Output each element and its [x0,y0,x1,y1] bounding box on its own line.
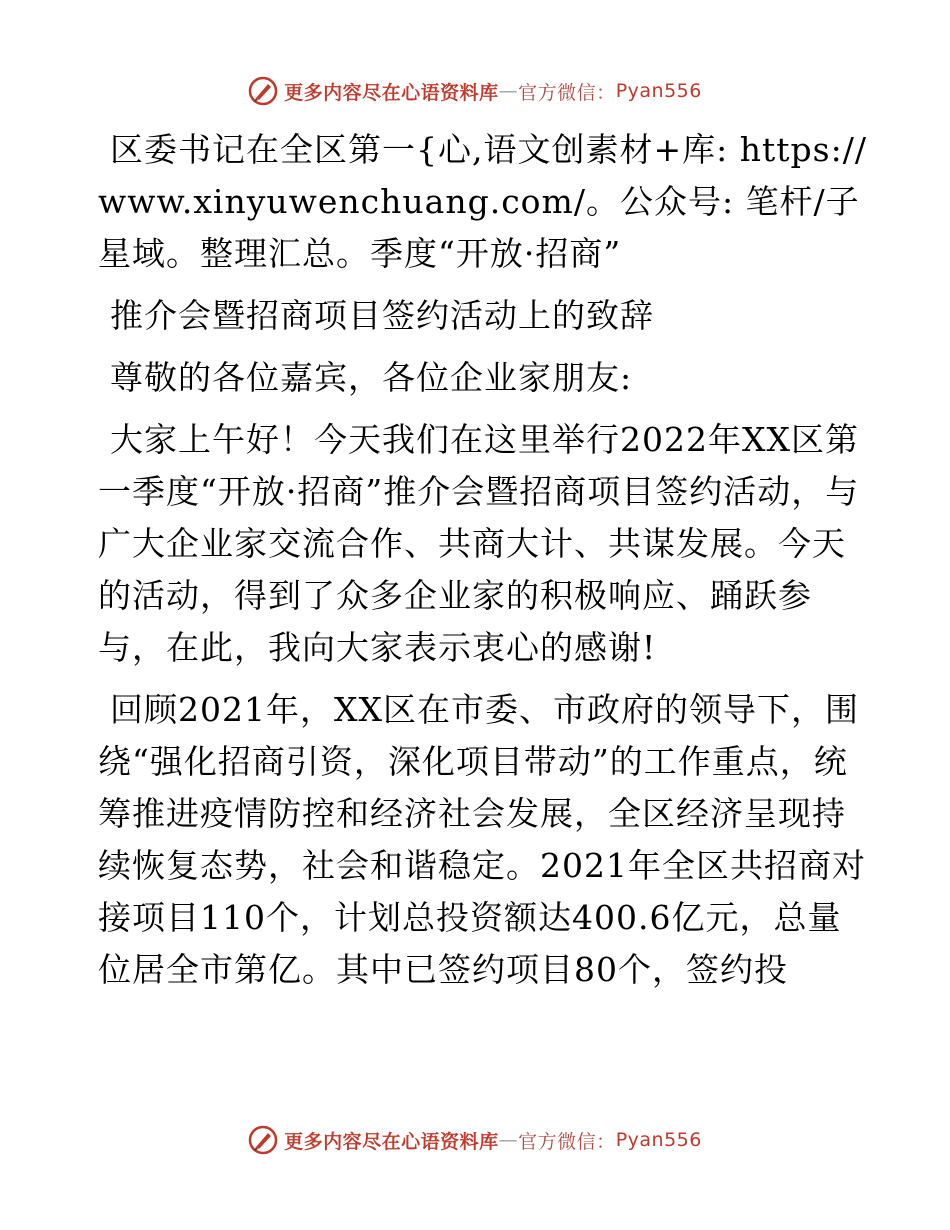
footer-banner [0,1120,950,1160]
banner-wechat-label: 官方微信： [518,81,616,104]
document-paragraph-review: 回顾2021年，XX区在市委、市政府的领导下，围绕“强化招商引资，深化项目带动”的工作重点，统筹推进疫情防控和经济社会发展，全区经济呈现持续恢复态势，社会和谐稳定。2021年全区共招商对接项目110个，计划总投资额达400.6亿元，总量位居全市第亿。其中已签约项目80个，签约投 [98,690,866,989]
banner-separator: — [498,1129,519,1151]
header-banner [0,71,950,111]
document-paragraph-greeting: 大家上午好！今天我们在这里举行2022年XX区第一季度“开放·招商”推介会暨招商项目签约活动，与广大企业家交流合作、共商大计、共谋发展。今天的活动，得到了众多企业家的积极响应、踊跃参与，在此，我向大家表示衷心的感谢! [98,420,860,667]
document-paragraph-title-source: 区委书记在全区第一{心,语文创素材+库: https://www.xinyuwenchuang.com/。公众号: 笔杆/子星域。整理汇总。季度“开放·招商” [98,130,867,273]
document-body [98,124,868,1006]
banner-wechat-label: 官方微信： [518,1130,616,1153]
banner-wechat-id: Pyan556 [615,80,702,102]
quill-logo-icon [248,1125,278,1155]
banner-brand-text: 更多内容尽在心语资料库 [284,81,499,104]
quill-logo-icon [248,76,278,106]
banner-wechat-id: Pyan556 [615,1129,702,1151]
banner-brand-text: 更多内容尽在心语资料库 [284,1130,499,1153]
document-paragraph-title-continued: 推介会暨招商项目签约活动上的致辞 [110,296,654,335]
document-paragraph-salutation: 尊敬的各位嘉宾，各位企业家朋友: [110,358,633,397]
banner-separator: — [498,80,519,102]
